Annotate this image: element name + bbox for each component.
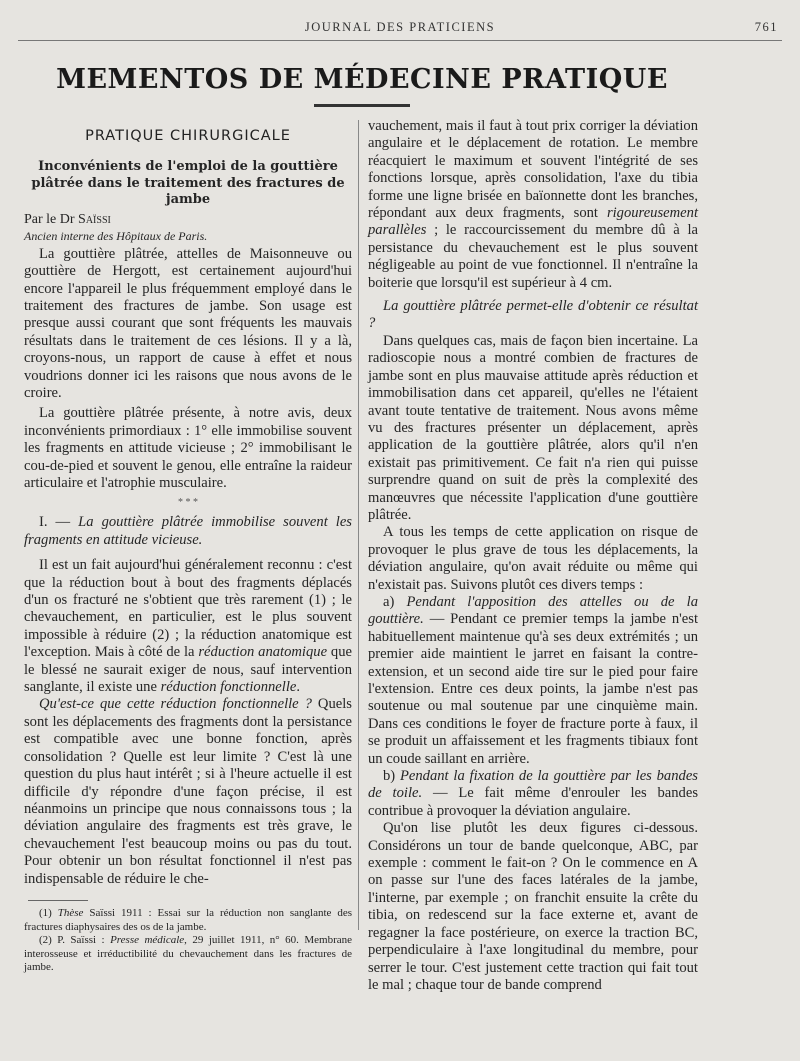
section-heading-1 — [24, 514, 352, 549]
page-number: 761 — [754, 20, 778, 34]
italic-run: rigoureusement parallèles — [368, 205, 698, 239]
masthead-rule — [314, 104, 410, 107]
left-column — [24, 122, 352, 975]
italic-run: Thèse — [57, 906, 84, 919]
running-head — [0, 20, 800, 36]
paragraph-radioscopie: Dans quelques cas, mais de façon bien incertaine. La radioscopie nous a montré combien de fractures de jambe sont en plus mauvaise attitude après réduction et immobilisation dans cet appareil, qu'elles ne l'étaient avant toute tentative de traitement. Nous avons même vu des fractures présenter un déplacement, après application de la gouttière plâtrée, alors qu'il n'en existait pas primitivement. Ce fait n'a rien qui puisse surprendre quand on suit de près la complexité des manœuvres que nécessite l'application d'une gouttière plâtrée. — [368, 332, 698, 523]
header-rule — [18, 40, 782, 41]
right-column — [368, 118, 698, 994]
text-run: Quels sont les déplacements des fragments dont la persistance est compatible avec une bonne fonction, après consolidation ? Quelle est leur limite ? C'est là une question du plus haut intérêt ; si à l'heure actuelle il est difficile d'y répondre d'une façon précise, il est néanmoins un principe que nous connaissons tous ; la déviation angulaire des fragments est très grave, le chevauchement l'est beaucoup moins ou pas du tout. Pour obtenir un bon résultat fonctionnel il n'est pas indispensable de réduire le che- — [24, 696, 352, 887]
italic-run: Presse médicale — [110, 934, 185, 947]
paragraph-chevauchement — [368, 118, 698, 292]
masthead-title: MEMENTOS DE MÉDECINE PRATIQUE — [56, 64, 668, 95]
text-run: — Le fait même d'enrouler les bandes contribue à provoquer la déviation angulaire. — [368, 785, 698, 819]
column-divider — [358, 120, 359, 930]
section-title: PRATIQUE CHIRURGICALE — [85, 128, 291, 144]
article-title-line2: plâtrée dans le traitement des fractures de jambe — [31, 175, 345, 208]
text-run: Il est un fait aujourd'hui généralement reconnu : c'est que la réduction bout à bout des fragments déplacés d'un os fracturé ne s'obtient que très rarement (1) ; le chevauchement, en particulier, est le plus souvent impossible à réduire (2) ; la réduction anatomique est l'exception. Mais à côté de la — [24, 557, 352, 661]
paragraph-step-b — [368, 768, 698, 820]
text-run: Saïssi 1911 : Essai sur la réduction non sanglante des fractures diaphysaires des os de la jambe. — [24, 906, 353, 933]
footnote-rule — [28, 900, 88, 901]
section-number: I. — — [39, 514, 71, 531]
text-run: . — [296, 679, 301, 696]
text-run: (2) P. Saïssi : — [39, 934, 105, 947]
author-name: Saïssi — [78, 211, 111, 227]
italic-run: Pendant l'apposition des attelles ou de la gouttière. — [368, 593, 698, 628]
author-affiliation: Ancien interne des Hôpitaux de Paris. — [24, 229, 208, 244]
journal-title: JOURNAL DES PRATICIENS — [304, 20, 496, 34]
paragraph-bande: Qu'on lise plutôt les deux figures ci-dessous. Considérons un tour de bande quelconque, ABC, par exemple : comment le fait-on ? On le commence en A on passe sur l'une des faces latérales de la jambe, l'interne, par exemple ; on franchit ensuite la crête du tibia, on redescend sur la face externe et, avant de regagner la face postérieure, on exerce la traction BC, perpendiculaire à l'axe longitudinal du membre, pour serrer le tour. C'est justement cette traction qui fait tout le mal ; chaque tour de bande comprend — [368, 820, 698, 993]
italic-run: réduction fonctionnelle — [160, 679, 297, 696]
byline-prefix: Par le Dr — [24, 211, 75, 227]
article-title — [24, 159, 352, 209]
paragraph-fonctionnelle — [24, 696, 352, 887]
text-run: (1) — [39, 906, 52, 919]
section-separator-stars: * * * — [178, 497, 198, 509]
italic-run: Pendant la fixation de la gouttière par les bandes de toile. — [368, 768, 698, 802]
article-title-line1: Inconvénients de l'emploi de la gouttière — [38, 159, 338, 175]
footnote-1 — [24, 907, 352, 934]
paragraph-reduction — [24, 557, 352, 696]
step-label: b) — [383, 768, 396, 785]
footnote-2 — [24, 934, 352, 975]
italic-run: réduction anatomique — [198, 644, 328, 661]
text-run: , 29 juillet 1911, n° 60. Membrane interosseuse et irréductibilité du chevauchement dans les fractures de jambe. — [24, 934, 353, 974]
text-run: que le blessé ne saurait exiger de nous, sauf intervention sanglante, il existe une — [24, 644, 352, 696]
step-label: a) — [383, 593, 395, 610]
paragraph-inconvenients: La gouttière plâtrée présente, à notre avis, deux inconvénients primordiaux : 1° elle immobilise souvent les fragments en attitude vicieuse ; 2° immobilisant le cou-de-pied et souvent le genou, elle entraîne la raideur articulaire et l'atrophie musculaire. — [24, 405, 352, 491]
text-run: ; le raccourcissement du membre dû à la persistance du chevauchement est le plus souvent négligeable au point de vue fonctionnel. Il n'entraîne la boiterie que lorsqu'il est supérieur à 4 cm. — [368, 222, 698, 291]
section-heading-text: La gouttière plâtrée immobilise souvent les fragments en attitude vicieuse. — [24, 514, 352, 548]
text-run: vauchement, mais il faut à tout prix corriger la déviation angulaire et le déplacement de rotation. Le membre réacquiert le maximum et souvent l'intégrité de ses fonctions lorsque, après consolidation, l'axe du tibia forme une ligne brisée en baïonnette dont les branches, répondant aux deux fragments, sont — [368, 118, 698, 222]
byline — [24, 211, 352, 228]
text-run: — Pendant ce premier temps la jambe n'est habituellement maintenue qu'à ses deux extrémités ; un premier aide maintient le jarret en faisant la contre-extension, et un second aide tire sur le pied pour faire l'extension. Entre ces deux points, la jambe n'est pas soutenue ou mal soutenue par une cinquième main. Dans ces conditions le foyer de fracture porte à faux, il se produit un affaissement et les fragments tibiaux font un coude saillant en arrière. — [368, 611, 698, 767]
italic-run: Qu'est-ce que cette réduction fonctionnelle ? — [39, 696, 312, 713]
paragraph-temps: A tous les temps de cette application on risque de provoquer le plus grave de tous les déplacements, la déviation angulaire, qu'on avait réduite ou même qui n'existait pas. Suivons plutôt ces divers temps : — [368, 524, 698, 593]
paragraph-intro: La gouttière plâtrée, attelles de Maisonneuve ou gouttière de Hergott, est certainement aujourd'hui encore l'appareil le plus fréquemment employé dans le traitement des fractures de jambe. Son usage est presque aussi courant que sont fréquents les mauvais résultats dans le traitement de ces lésions. Il y a là, croyons-nous, un rapport de cause à effet et nous voudrions donner ici les raisons que nous avons de le croire. — [24, 245, 352, 401]
subheading-question: La gouttière plâtrée permet-elle d'obtenir ce résultat ? — [368, 298, 698, 332]
paragraph-step-a — [368, 594, 698, 768]
